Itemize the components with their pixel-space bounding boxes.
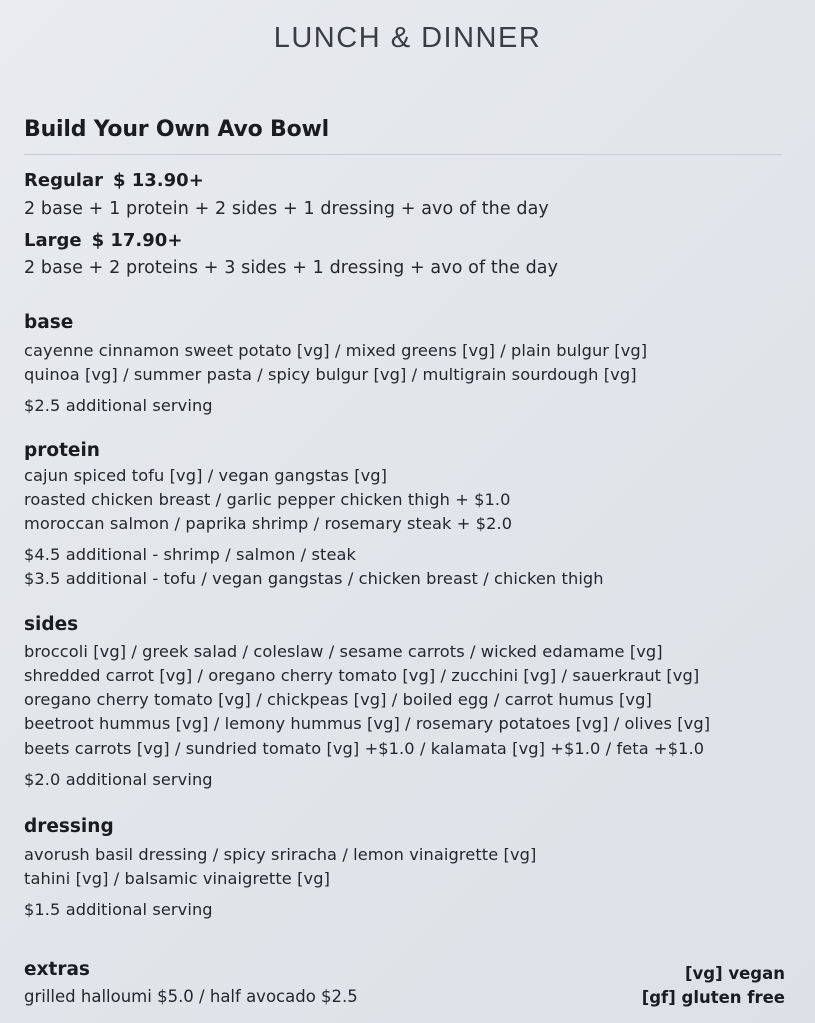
protein-extra: $4.5 additional - shrimp / salmon / steak bbox=[24, 545, 357, 564]
sides-line: oregano cherry tomato [vg] / chickpeas [vg] / boiled egg / carrot humus [vg] bbox=[24, 690, 652, 709]
protein-line: moroccan salmon / paprika shrimp / rosemary steak + $2.0 bbox=[24, 514, 513, 533]
legend-vegan: [vg] vegan bbox=[684, 964, 785, 983]
size-regular-price: $ 13.90+ bbox=[112, 170, 204, 191]
dressing-heading: dressing bbox=[24, 816, 114, 837]
size-regular-label: Regular bbox=[24, 170, 103, 191]
sides-line: beets carrots [vg] / sundried tomato [vg] +$1.0 / kalamata [vg] +$1.0 / feta +$1.0 bbox=[24, 739, 705, 758]
base-line: cayenne cinnamon sweet potato [vg] / mixed greens [vg] / plain bulgur [vg] bbox=[24, 341, 648, 360]
dressing-extra: $1.5 additional serving bbox=[24, 900, 213, 919]
size-large-label: Large bbox=[24, 230, 82, 251]
sides-heading: sides bbox=[24, 614, 79, 635]
dressing-line: avorush basil dressing / spicy sriracha / lemon vinaigrette [vg] bbox=[24, 845, 537, 864]
protein-heading: protein bbox=[24, 440, 100, 461]
divider bbox=[24, 154, 782, 155]
protein-line: cajun spiced tofu [vg] / vegan gangstas [vg] bbox=[24, 466, 388, 485]
sides-extra: $2.0 additional serving bbox=[24, 770, 213, 789]
section-title: Build Your Own Avo Bowl bbox=[24, 117, 329, 142]
sides-line: shredded carrot [vg] / oregano cherry tomato [vg] / zucchini [vg] / sauerkraut [vg] bbox=[24, 666, 700, 685]
legend-gluten-free: [gf] gluten free bbox=[641, 988, 785, 1007]
extras-line: grilled halloumi $5.0 / half avocado $2.5 bbox=[24, 987, 358, 1006]
dressing-line: tahini [vg] / balsamic vinaigrette [vg] bbox=[24, 869, 330, 888]
base-line: quinoa [vg] / summer pasta / spicy bulgur [vg] / multigrain sourdough [vg] bbox=[24, 365, 637, 384]
page-title: LUNCH & DINNER bbox=[273, 22, 542, 54]
base-extra: $2.5 additional serving bbox=[24, 396, 213, 415]
size-regular-desc: 2 base + 1 protein + 2 sides + 1 dressing + avo of the day bbox=[24, 199, 549, 219]
size-regular bbox=[24, 170, 204, 191]
base-heading: base bbox=[24, 312, 74, 333]
protein-line: roasted chicken breast / garlic pepper chicken thigh + $1.0 bbox=[24, 490, 511, 509]
size-large-desc: 2 base + 2 proteins + 3 sides + 1 dressing + avo of the day bbox=[24, 258, 559, 278]
size-large bbox=[24, 230, 182, 251]
sides-line: beetroot hummus [vg] / lemony hummus [vg] / rosemary potatoes [vg] / olives [vg] bbox=[24, 714, 711, 733]
protein-extra: $3.5 additional - tofu / vegan gangstas / chicken breast / chicken thigh bbox=[24, 569, 604, 588]
extras-heading: extras bbox=[24, 959, 90, 980]
sides-line: broccoli [vg] / greek salad / coleslaw / sesame carrots / wicked edamame [vg] bbox=[24, 642, 663, 661]
size-large-price: $ 17.90+ bbox=[91, 230, 183, 251]
